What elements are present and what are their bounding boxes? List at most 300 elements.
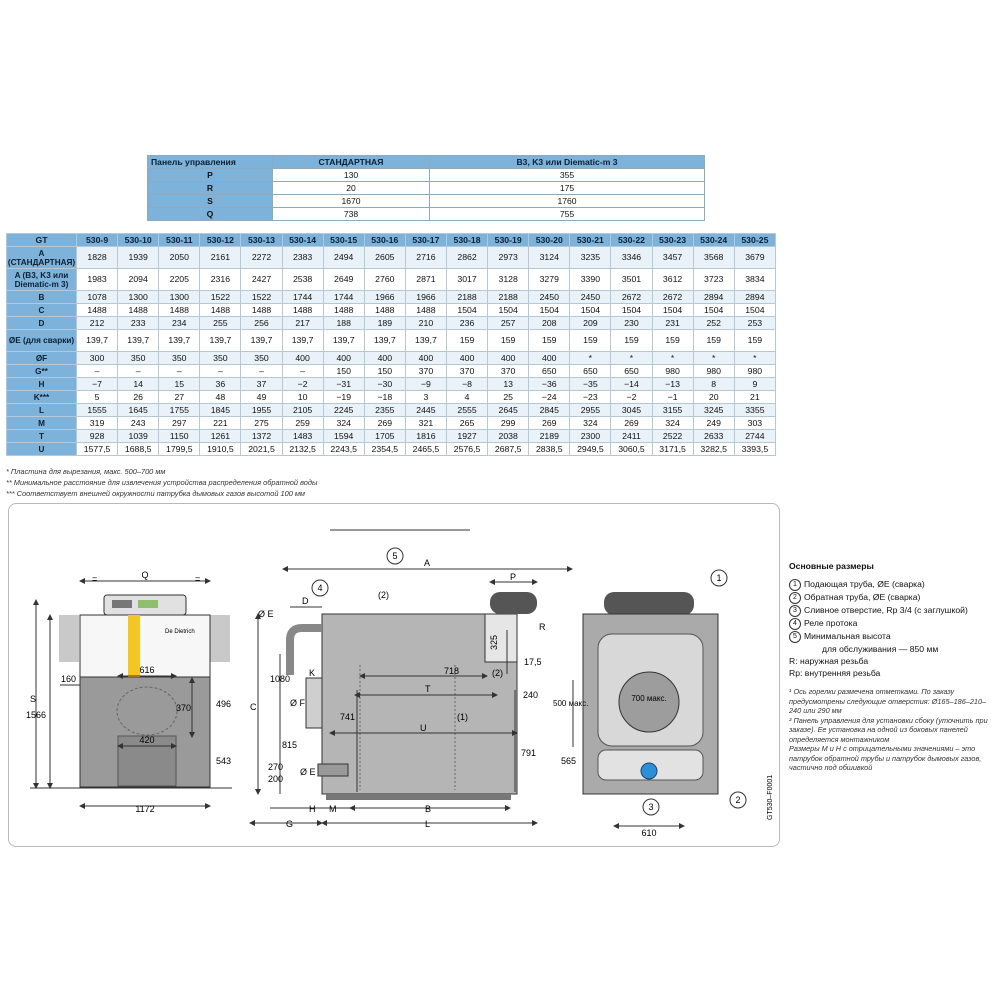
table-cell: 2354,5 [364, 443, 405, 456]
table-cell: 2450 [570, 291, 611, 304]
table-cell: 2871 [405, 269, 446, 291]
table-cell: 324 [323, 417, 364, 430]
table-cell: 231 [652, 317, 693, 330]
table-cell: 299 [488, 417, 529, 430]
table-row [148, 169, 705, 182]
table-cell: 217 [282, 317, 323, 330]
dim-label: 815 [282, 740, 298, 750]
table-cell: 928 [77, 430, 118, 443]
table-cell: 36 [200, 378, 241, 391]
table-cell: 1039 [118, 430, 159, 443]
table-cell: 1504 [529, 304, 570, 317]
footnote-2: ** Минимальное расстояние для извлечения устройства распределения обратной воды [6, 478, 318, 487]
legend-item [789, 617, 994, 630]
dim-label: 240 [523, 690, 539, 700]
base-frame [326, 794, 511, 800]
table-cell: 150 [364, 365, 405, 378]
table-cell: * [693, 352, 734, 365]
callout-label: 5 [392, 551, 398, 561]
table-row [148, 182, 705, 195]
table-row [7, 443, 776, 456]
table-row [7, 330, 776, 352]
callout-label: 1 [716, 573, 722, 583]
row-label: ØF [7, 352, 77, 365]
table-cell: 370 [446, 365, 487, 378]
row-label: L [7, 404, 77, 417]
table-cell: 3045 [611, 404, 652, 417]
table-cell: 1799,5 [159, 443, 200, 456]
table-cell: 1577,5 [77, 443, 118, 456]
flue-pipe [290, 628, 322, 675]
table-cell: 13 [488, 378, 529, 391]
table-cell: 234 [159, 317, 200, 330]
table-cell: 3245 [693, 404, 734, 417]
panel-display [112, 600, 132, 608]
table-cell: 269 [529, 417, 570, 430]
table-cell: 3568 [693, 247, 734, 269]
table-cell: 1760 [430, 195, 705, 208]
table-cell: −31 [323, 378, 364, 391]
legend-number: 3 [789, 605, 801, 617]
table-cell: 1645 [118, 404, 159, 417]
table-cell: 1488 [323, 304, 364, 317]
table-cell: 980 [693, 365, 734, 378]
legend-text: Реле протока [804, 618, 858, 628]
table-cell: 15 [159, 378, 200, 391]
table-cell: 275 [241, 417, 282, 430]
dim-label: 270 [268, 762, 284, 772]
table-cell: 1594 [323, 430, 364, 443]
dim-label: 325 [489, 634, 499, 650]
table-cell: 3060,5 [611, 443, 652, 456]
table-cell: −19 [323, 391, 364, 404]
table-cell: 3834 [734, 269, 775, 291]
legend-item-cont: для обслуживания — 850 мм [822, 644, 939, 654]
table-cell: −24 [529, 391, 570, 404]
table-row [148, 208, 705, 221]
table-cell: −2 [282, 378, 323, 391]
table-cell: 1300 [118, 291, 159, 304]
table-cell: 139,7 [364, 330, 405, 352]
dim-label: 741 [340, 712, 356, 722]
legend-number: 1 [789, 579, 801, 591]
table-cell: – [282, 365, 323, 378]
dim-label: = [92, 574, 98, 584]
table-cell: 1300 [159, 291, 200, 304]
row-label: Q [148, 208, 273, 221]
table-cell: 209 [570, 317, 611, 330]
table-cell: 2894 [693, 291, 734, 304]
table-cell: −35 [570, 378, 611, 391]
table-cell: 2300 [570, 430, 611, 443]
table-row [7, 417, 776, 430]
table-cell: 3346 [611, 247, 652, 269]
table-cell: 159 [652, 330, 693, 352]
table-cell: 230 [611, 317, 652, 330]
table-cell: 150 [323, 365, 364, 378]
control-panel-table [147, 155, 705, 221]
table-cell: 3235 [570, 247, 611, 269]
table-cell: 2949,5 [570, 443, 611, 456]
table-cell: 265 [446, 417, 487, 430]
table-cell: 2555 [446, 404, 487, 417]
table-cell: 1816 [405, 430, 446, 443]
legend-number: 5 [789, 631, 801, 643]
side-view [250, 530, 572, 829]
table-cell: 755 [430, 208, 705, 221]
dim-label: Ø E [258, 609, 274, 619]
table-cell: 8 [693, 378, 734, 391]
table-cell: 2245 [323, 404, 364, 417]
legend-number: 4 [789, 618, 801, 630]
table-cell: −14 [611, 378, 652, 391]
table-cell: 350 [200, 352, 241, 365]
row-label: A (СТАНДАРТНАЯ) [7, 248, 76, 267]
table-cell: 20 [273, 182, 430, 195]
row-label: U [7, 443, 77, 456]
table-cell: 355 [430, 169, 705, 182]
table-cell: 2576,5 [446, 443, 487, 456]
table-cell: 14 [118, 378, 159, 391]
table-cell: 2494 [323, 247, 364, 269]
table-cell: 1504 [611, 304, 652, 317]
table-cell: 1488 [282, 304, 323, 317]
table-cell: 1670 [273, 195, 430, 208]
table-cell: 139,7 [159, 330, 200, 352]
table-cell: −7 [77, 378, 118, 391]
table-cell: 324 [652, 417, 693, 430]
dim-label: K [309, 668, 316, 678]
dim-label: P [510, 572, 517, 582]
table-cell: 188 [323, 317, 364, 330]
table-cell: 2094 [118, 269, 159, 291]
callout-label: 3 [648, 802, 654, 812]
table-cell: 1150 [159, 430, 200, 443]
table-cell: 9 [734, 378, 775, 391]
table-cell: 738 [273, 208, 430, 221]
dim-label: T [425, 684, 431, 694]
row-label: ØE (для сварки) [7, 330, 77, 352]
table-cell: 2205 [159, 269, 200, 291]
table-cell: −13 [652, 378, 693, 391]
table-cell: 1488 [77, 304, 118, 317]
table-cell: 2672 [611, 291, 652, 304]
model-header: 530-10 [118, 234, 159, 247]
legend-number: 2 [789, 592, 801, 604]
table-cell: 139,7 [405, 330, 446, 352]
header-cell: GT [7, 234, 77, 247]
dim-label: 1566 [25, 710, 46, 720]
table-cell: 2973 [488, 247, 529, 269]
table-cell: 3124 [529, 247, 570, 269]
table-cell: 1744 [282, 291, 323, 304]
table-cell: 159 [734, 330, 775, 352]
legend [789, 560, 994, 773]
row-label: C [7, 304, 77, 317]
table-cell: 2649 [323, 269, 364, 291]
model-header: 530-9 [77, 234, 118, 247]
table-row [7, 404, 776, 417]
table-row [7, 378, 776, 391]
table-cell: 2862 [446, 247, 487, 269]
dim-label: = [195, 574, 201, 584]
model-header: 530-16 [364, 234, 405, 247]
model-header: 530-24 [693, 234, 734, 247]
table-cell: 297 [159, 417, 200, 430]
table-row [7, 317, 776, 330]
table-cell: 4 [446, 391, 487, 404]
row-label: B [7, 291, 77, 304]
table-cell: – [241, 365, 282, 378]
table-cell: −1 [652, 391, 693, 404]
table-cell: 139,7 [241, 330, 282, 352]
model-header: 530-21 [570, 234, 611, 247]
side-panel [59, 615, 79, 662]
dim-label: S [30, 694, 37, 704]
dim-label: 565 [561, 756, 577, 766]
dim-label: Ø E [300, 767, 316, 777]
dim-label: L [425, 819, 431, 829]
table-cell: 1522 [200, 291, 241, 304]
dim-label: 616 [139, 665, 155, 675]
legend-text: Обратная труба, ØE (сварка) [804, 592, 921, 602]
table-cell: – [159, 365, 200, 378]
table-row [7, 247, 776, 269]
table-cell: 269 [611, 417, 652, 430]
model-header: 530-12 [200, 234, 241, 247]
dim-label: A [423, 558, 431, 568]
front-view [26, 570, 232, 814]
table-cell: −2 [611, 391, 652, 404]
table-cell: 1488 [405, 304, 446, 317]
table-cell: 2355 [364, 404, 405, 417]
drawing-code: GT530–F0001 [767, 774, 774, 820]
table-row [7, 430, 776, 443]
table-cell: 2744 [734, 430, 775, 443]
table-cell: 650 [611, 365, 652, 378]
table-cell: 350 [159, 352, 200, 365]
table-cell: 3612 [652, 269, 693, 291]
table-cell: 10 [282, 391, 323, 404]
table-cell: 1504 [488, 304, 529, 317]
model-header: 530-23 [652, 234, 693, 247]
table-cell: 1504 [652, 304, 693, 317]
table-cell: 2383 [282, 247, 323, 269]
table-cell: 2316 [200, 269, 241, 291]
table-cell: 37 [241, 378, 282, 391]
table-cell: 2132,5 [282, 443, 323, 456]
control-panel-table-header [148, 156, 705, 169]
header-cell: СТАНДАРТНАЯ [273, 156, 430, 169]
table-cell: −9 [405, 378, 446, 391]
table-cell: 2411 [611, 430, 652, 443]
table-cell: 130 [273, 169, 430, 182]
table-row [7, 291, 776, 304]
table-cell: 3457 [652, 247, 693, 269]
row-label: H [7, 378, 77, 391]
callout-label: 2 [735, 795, 741, 805]
legend-title: Основные размеры [789, 561, 874, 571]
table-cell: 1504 [570, 304, 611, 317]
table-cell: 3679 [734, 247, 775, 269]
table-cell: 159 [611, 330, 652, 352]
dim-label: (2) [378, 590, 389, 600]
row-label: P [148, 169, 273, 182]
table-row [7, 365, 776, 378]
burner-plate [128, 615, 140, 677]
table-cell: 1966 [364, 291, 405, 304]
table-cell: 2038 [488, 430, 529, 443]
table-cell: 208 [529, 317, 570, 330]
table-cell: 3017 [446, 269, 487, 291]
table-cell: 139,7 [323, 330, 364, 352]
table-cell: – [77, 365, 118, 378]
row-label: R [148, 182, 273, 195]
table-cell: 350 [241, 352, 282, 365]
legend-note: Размеры M и H с отрицательными значениями – это патрубок обратной трубы и патрубок дымовых газов, частично под обшивкой [789, 744, 982, 772]
table-cell: 20 [693, 391, 734, 404]
table-cell: 2021,5 [241, 443, 282, 456]
table-cell: 2538 [282, 269, 323, 291]
legend-item [789, 630, 994, 643]
dim-label: 500 макс. [553, 699, 589, 708]
table-row [7, 352, 776, 365]
panel-display [138, 600, 158, 608]
table-cell: 319 [77, 417, 118, 430]
table-cell: 189 [364, 317, 405, 330]
model-header: 530-11 [159, 234, 200, 247]
table-cell: 2050 [159, 247, 200, 269]
legend-item [789, 591, 994, 604]
table-cell: 400 [323, 352, 364, 365]
table-cell: 257 [488, 317, 529, 330]
table-cell: 253 [734, 317, 775, 330]
table-cell: 256 [241, 317, 282, 330]
dim-label: 700 макс. [631, 694, 667, 703]
table-cell: 269 [364, 417, 405, 430]
table-cell: 1927 [446, 430, 487, 443]
table-cell: 3279 [529, 269, 570, 291]
dim-label: B [425, 804, 432, 814]
table-cell: 1744 [323, 291, 364, 304]
table-cell: 1483 [282, 430, 323, 443]
table-cell: 1078 [77, 291, 118, 304]
burner-housing-rear [604, 592, 694, 615]
model-header: 530-15 [323, 234, 364, 247]
table-cell: 300 [77, 352, 118, 365]
table-cell: 255 [200, 317, 241, 330]
table-cell: 370 [405, 365, 446, 378]
legend-r: R: наружная резьба [789, 656, 869, 666]
table-cell: 2188 [488, 291, 529, 304]
table-cell: 2272 [241, 247, 282, 269]
table-cell: 259 [282, 417, 323, 430]
table-cell: 210 [405, 317, 446, 330]
table-cell: 980 [734, 365, 775, 378]
row-label: D [7, 317, 77, 330]
table-cell: 243 [118, 417, 159, 430]
table-cell: 3501 [611, 269, 652, 291]
dim-label: 420 [139, 735, 155, 745]
legend-note: ¹ Ось горелки размечена отметками. По заказу предусмотрены следующие отверстия: Ø165–186–210–240 или 290 мм [789, 687, 987, 715]
table-cell: 1504 [693, 304, 734, 317]
dim-label: Ø F [290, 698, 305, 708]
model-header: 530-22 [611, 234, 652, 247]
table-cell: 139,7 [118, 330, 159, 352]
table-cell: 2672 [652, 291, 693, 304]
table-cell: 159 [570, 330, 611, 352]
dim-label: H [309, 804, 316, 814]
table-cell: 159 [693, 330, 734, 352]
table-cell: 400 [529, 352, 570, 365]
table-cell: 159 [446, 330, 487, 352]
model-header: 530-17 [405, 234, 446, 247]
table-cell: 2522 [652, 430, 693, 443]
table-cell: 370 [488, 365, 529, 378]
table-cell: 1488 [159, 304, 200, 317]
table-cell: – [200, 365, 241, 378]
table-cell: 49 [241, 391, 282, 404]
table-cell: −36 [529, 378, 570, 391]
table-cell: 400 [488, 352, 529, 365]
dim-label: D [302, 596, 309, 606]
row-label: G** [7, 365, 77, 378]
dim-label: 160 [61, 674, 77, 684]
table-cell: 3393,5 [734, 443, 775, 456]
table-cell: 2645 [488, 404, 529, 417]
table-cell: 175 [430, 182, 705, 195]
table-cell: 1939 [118, 247, 159, 269]
table-cell: 3390 [570, 269, 611, 291]
table-cell: 2760 [364, 269, 405, 291]
legend-text: Подающая труба, ØE (сварка) [804, 579, 925, 589]
row-label: M [7, 417, 77, 430]
dim-label: 200 [268, 774, 284, 784]
legend-text: Сливное отверстие, Rp 3/4 (с заглушкой) [804, 605, 968, 615]
dim-label: 718 [444, 666, 460, 676]
table-cell: * [734, 352, 775, 365]
table-cell: 1504 [734, 304, 775, 317]
table-cell: 1261 [200, 430, 241, 443]
row-label: T [7, 430, 77, 443]
dim-label: (1) [457, 712, 468, 722]
table-cell: 252 [693, 317, 734, 330]
table-cell: 221 [200, 417, 241, 430]
flue-outlet [306, 678, 322, 728]
table-cell: 48 [200, 391, 241, 404]
dim-label: (2) [492, 668, 503, 678]
table-cell: 1522 [241, 291, 282, 304]
table-cell: 139,7 [282, 330, 323, 352]
table-cell: −8 [446, 378, 487, 391]
dimension-table-header [7, 234, 776, 247]
table-cell: 2427 [241, 269, 282, 291]
table-cell: 2188 [446, 291, 487, 304]
drain-opening [641, 763, 657, 779]
table-cell: 2450 [529, 291, 570, 304]
table-cell: 2955 [570, 404, 611, 417]
dim-label: 370 [176, 703, 192, 713]
side-panel [210, 615, 230, 662]
table-cell: 400 [364, 352, 405, 365]
table-cell: 233 [118, 317, 159, 330]
table-cell: 2845 [529, 404, 570, 417]
table-cell: −18 [364, 391, 405, 404]
dim-label: 1080 [270, 674, 291, 684]
table-cell: 2189 [529, 430, 570, 443]
table-cell: 400 [405, 352, 446, 365]
footnote-3: *** Соответствует внешней окружности патрубка дымовых газов высотой 100 мм [6, 489, 305, 498]
